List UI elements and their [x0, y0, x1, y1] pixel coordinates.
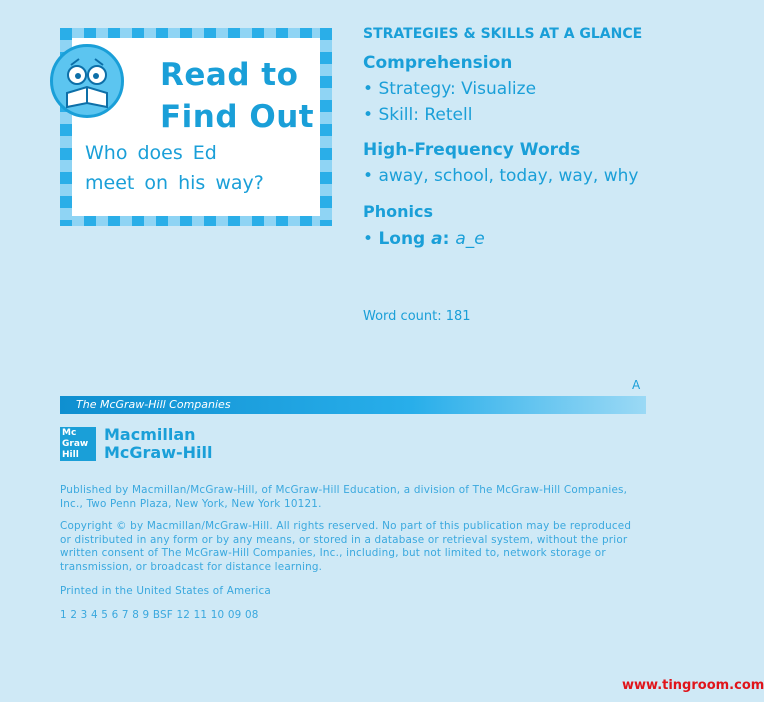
card-question-line1: Who does Ed [85, 142, 217, 164]
hfw-label: High-Frequency Words [363, 140, 581, 160]
skills-heading: STRATEGIES & SKILLS AT A GLANCE [363, 26, 643, 42]
published-line1: Published by Macmillan/McGraw-Hill, of McGraw-Hill Education, a division of The McGraw-Hill Companies, [60, 484, 628, 496]
published-statement [60, 484, 700, 511]
printed-statement: Printed in the United States of America [60, 585, 271, 597]
mcgraw-hill-logo [60, 427, 96, 461]
comprehension-label: Comprehension [363, 53, 513, 73]
publisher-name [104, 426, 213, 462]
copyright-line2: or distributed in any form or by any means, or stored in a database or retrieval system, without the prior [60, 533, 628, 546]
card-title-line1: Read to [160, 57, 299, 93]
published-line2: Inc., Two Penn Plaza, New York, New York 10121. [60, 497, 322, 510]
word-count: Word count: 181 [363, 309, 471, 324]
logo-line-hill: Hill [62, 450, 79, 460]
phonics-item-prefix: Long [378, 229, 432, 249]
card-title-line2: Find Out [160, 99, 315, 135]
publisher-band [60, 396, 646, 414]
card-question-line2: meet on his way? [85, 172, 264, 194]
phonics-item-letter: a [431, 229, 443, 249]
hfw-item: • away, school, today, way, why [363, 166, 638, 186]
card-title [160, 54, 340, 138]
copyright-line3: written consent of The McGraw-Hill Companies, Inc., including, but not limited to, network storage or [60, 547, 606, 559]
logo-line-graw: Graw [62, 439, 89, 449]
phonics-item [363, 229, 485, 249]
copyright-line4: transmission, or broadcast for distance learning. [60, 560, 323, 573]
publisher-band-text: The McGraw-Hill Companies [76, 398, 231, 411]
publisher-name-line2: McGraw-Hill [104, 443, 213, 462]
card-question [85, 138, 325, 198]
phonics-label: Phonics [363, 202, 433, 221]
phonics-item-colon: : [442, 229, 456, 249]
publisher-name-line1: Macmillan [104, 425, 196, 444]
owl-reading-icon [50, 44, 124, 118]
logo-line-mc: Mc [62, 428, 77, 438]
copyright-statement [60, 520, 700, 574]
watermark-link[interactable]: www.tingroom.com [622, 678, 764, 693]
copyright-line1: Copyright © by Macmillan/McGraw-Hill. All rights reserved. No part of this publication may be reproduced [60, 520, 632, 532]
level-mark: A [632, 378, 641, 392]
print-code: 1 2 3 4 5 6 7 8 9 BSF 12 11 10 09 08 [60, 609, 259, 621]
comprehension-item-skill: • Skill: Retell [363, 105, 472, 125]
phonics-item-pattern: a_e [455, 229, 485, 249]
comprehension-item-strategy: • Strategy: Visualize [363, 79, 536, 99]
